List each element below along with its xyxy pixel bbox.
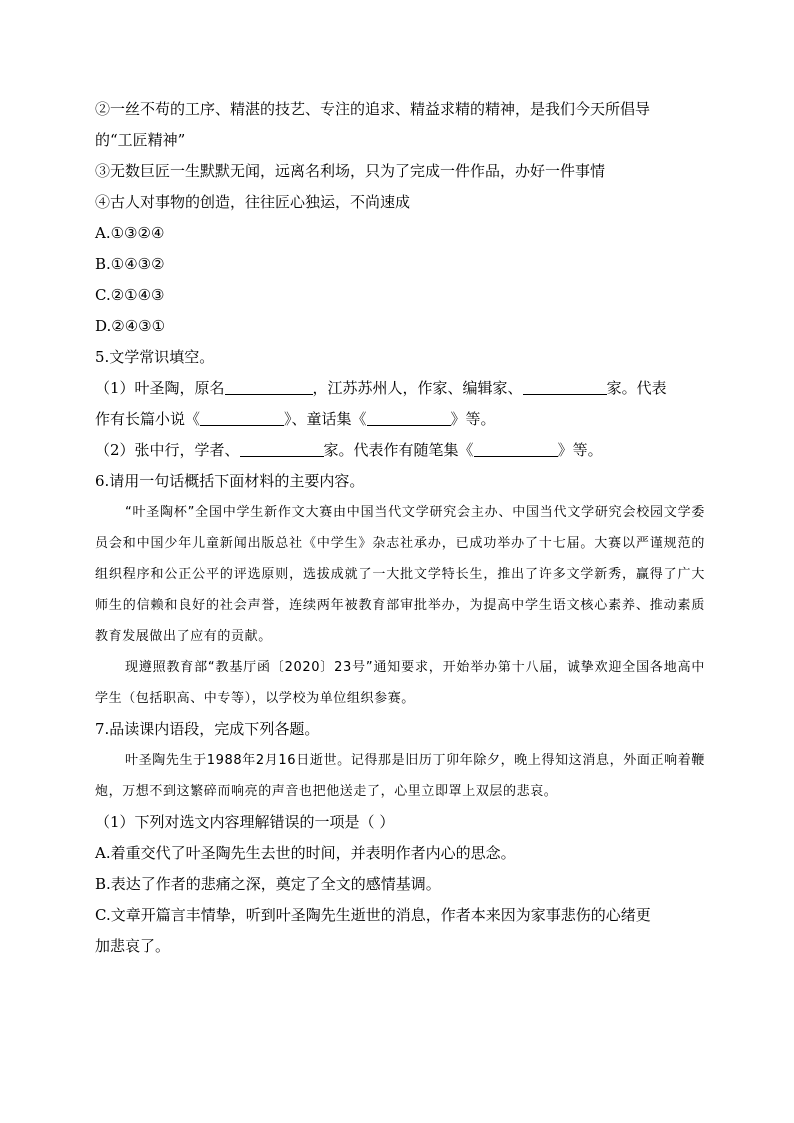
answer-blank[interactable] [367, 410, 451, 426]
q4-choice-a[interactable]: A.①③②④ [95, 224, 165, 242]
q7-sub-question-1: （1）下列对选文内容理解错误的一项是（ ） [95, 813, 395, 831]
q4-choice-c[interactable]: C.②①④③ [95, 286, 165, 304]
answer-blank[interactable] [474, 441, 558, 457]
q4-option-2-line2: 的“工匠精神” [95, 131, 186, 149]
answer-blank[interactable] [200, 410, 284, 426]
q5-line-3 [95, 435, 705, 466]
q5-text: （1）叶圣陶，原名 [95, 379, 225, 397]
q7-choice-a[interactable]: A.着重交代了叶圣陶先生去世的时间，并表明作者内心的思念。 [95, 844, 516, 862]
answer-blank[interactable] [240, 441, 324, 457]
exam-page [95, 94, 705, 962]
q7-choice-c-line2[interactable]: 加悲哀了。 [95, 937, 171, 955]
q4-option-2-line1: ②一丝不苟的工序、精湛的技艺、专注的追求、精益求精的精神，是我们今天所倡导 [95, 100, 651, 118]
q5-text: 》等。 [450, 410, 496, 428]
q5-text: （2）张中行，学者、 [95, 441, 240, 459]
q7-choice-b[interactable]: B.表达了作者的悲痛之深，奠定了全文的感情基调。 [95, 875, 441, 893]
q5-text: 》、童话集《 [284, 410, 367, 428]
q4-choice-b[interactable]: B.①④③② [95, 255, 165, 273]
answer-blank[interactable] [523, 379, 607, 395]
q7-title: 7.品读课内语段，完成下列各题。 [95, 720, 320, 738]
q5-text: 作有长篇小说《 [95, 410, 201, 428]
q7-passage: 叶圣陶先生于1988年2月16日逝世。记得那是旧历丁卯年除夕，晚上得知这消息，外面正响着鞭炮，万想不到这繁碎而响亮的声音也把他送走了，心里立即罩上双层的悲哀。 [95, 753, 705, 799]
q5-title: 5.文学常识填空。 [95, 348, 215, 366]
q5-text: 》等。 [557, 441, 603, 459]
q5-text: 家。代表 [606, 379, 667, 397]
q6-material-paragraph-2: 现遵照教育部“教基厅函〔2020〕23号”通知要求，开始举办第十八届，诚挚欢迎全国各地高中学生（包括职高、中专等），以学校为单位组织参赛。 [95, 660, 705, 706]
q5-text: ，江苏苏州人，作家、编辑家、 [312, 379, 523, 397]
q4-choice-d[interactable]: D.②④③① [95, 317, 166, 335]
q6-title: 6.请用一句话概括下面材料的主要内容。 [95, 472, 365, 490]
q7-choice-c-line1[interactable]: C.文章开篇言丰情挚，听到叶圣陶先生逝世的消息，作者本来因为家事悲伤的心绪更 [95, 906, 651, 924]
q4-option-4: ④古人对事物的创造，往往匠心独运，不尚速成 [95, 193, 411, 211]
q5-line-1 [95, 373, 705, 404]
q6-material-paragraph-1: “叶圣陶杯”全国中学生新作文大赛由中国当代文学研究会主办、中国当代文学研究会校园文学委员会和中国少年儿童新闻出版总社《中学生》杂志社承办，已成功举办了十七届。大赛以严谨规范的组织程序和公正公平的评选原则，选拔成就了一大批文学特长生，推出了许多文学新秀，赢得了广大师生的信赖和良好的社会声誉，连续两年被教育部审批举办，为提高中学生语文核心素养、推动素质教育发展做出了应有的贡献。 [95, 505, 705, 644]
q5-text: 家。代表作有随笔集《 [323, 441, 474, 459]
q4-option-3: ③无数巨匠一生默默无闻，远离名利场，只为了完成一件作品，办好一件事情 [95, 162, 606, 180]
q5-line-2 [95, 404, 705, 435]
answer-blank[interactable] [225, 379, 313, 395]
